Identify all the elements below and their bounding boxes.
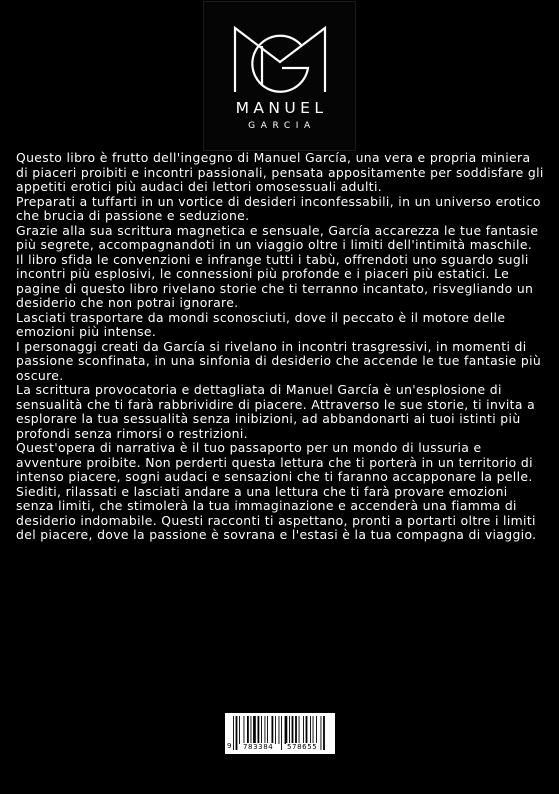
barcode-bar [233,716,234,750]
barcode-bar [251,716,252,744]
barcode-bar [313,716,314,744]
blurb-paragraph: Il libro sfida le convenzioni e infrange tutti i tabù, offrendoti uno sguardo sugli incontri più esplosivi, le connessioni più profonde e i piaceri più estatici. Le pagine di questo libro rivelano storie che ti terranno incantato, risvegliando un desiderio che non potrai ignorare. [16,251,534,310]
barcode-bar [292,716,294,744]
isbn-barcode [225,713,335,754]
blurb-paragraph: Preparati a tuffarti in un vortice di desideri inconfessabili, in un universo erotico che brucia di passione e seduzione. [16,193,541,223]
blurb-paragraph: Siediti, rilassati e lasciati andare a una lettura che ti farà provare emozioni senza limiti, che stimolerà la tua immaginazione e accenderà una fiamma di desiderio indomabile. Questi racconti ti aspettano, pronti a portarti oltre i limiti del piacere, dove la passione è sovrana e l'estasi è la tua compagna di viaggio. [16,483,537,542]
barcode-bar [247,716,249,744]
barcode-bar [289,716,290,744]
blurb-paragraph: La scrittura provocatoria e dettagliata di Manuel García è un'esplosione di sensualità che ti farà rabbrividire di piacere. Attraverso le sue storie, ti invita a esplorare la tua sessualità senza inibizioni, ad abbandonarti ai tuoi istinti più profondi senza rimorsi o restrizioni. [16,382,536,441]
barcode-bar [299,716,300,744]
barcode-bar [258,716,260,744]
barcode-bar [316,716,317,744]
author-first-name: MANUEL [235,99,328,117]
barcode-bar [295,716,297,744]
blurb-paragraph: I personaggi creati da García si rivelano in incontri trasgressivi, in momenti di passione sconfinata, in una sinfonia di desiderio che accende le tue fantasie più oscure. [16,338,542,383]
barcode-bar [272,716,274,744]
blurb-paragraph: Grazie alla sua scrittura magnetica e sensuale, García accarezza le tue fantasie più segrete, accompagnandoti in un viaggio oltre i limiti dell'intimità maschile. [16,222,539,252]
barcode-bar [265,716,266,744]
barcode-bar [279,716,280,744]
barcode-bar [281,716,282,750]
author-last-name: GARCIA [248,121,316,131]
barcode-bar [275,716,276,744]
barcode-bar [285,716,288,744]
author-logo [204,2,355,150]
barcode-lead-digit: 9 [227,742,232,750]
barcode-bar [239,716,240,744]
barcode-left-group: 783384 [243,743,274,751]
barcode-bar [253,716,256,744]
barcode-bar [321,716,322,750]
book-description [16,151,546,543]
mg-monogram-icon [232,24,328,94]
barcode-bar [261,716,262,744]
barcode-bar [303,716,304,744]
blurb-paragraph: Questo libro è frutto dell'ingegno di Manuel García, una vera e propria miniera di piaceri proibiti e incontri passionali, pensata appositamente per soddisfare gli appetiti erotici più audaci dei lettori omosessuali adulti. [16,150,544,194]
blurb-paragraph: Lasciati trasportare da mondi sconosciuti, dove il peccato è il motore delle emozioni più intense. [16,309,506,339]
barcode-bar [236,716,238,750]
barcode-bar [323,716,325,750]
blurb-paragraph: Quest'opera di narrativa è il tuo passaporto per un mondo di lussuria e avventure proibite. Non perderti questa lettura che ti porterà in un territorio di intenso piacere, sogni audaci e sensazioni che ti faranno accapponare la pelle. [16,440,533,484]
barcode-bar [244,716,245,744]
barcode-right-group: 578655 [287,743,318,751]
barcode-bar [267,716,268,744]
barcode-bar [306,716,308,744]
barcode-bar [310,716,311,744]
